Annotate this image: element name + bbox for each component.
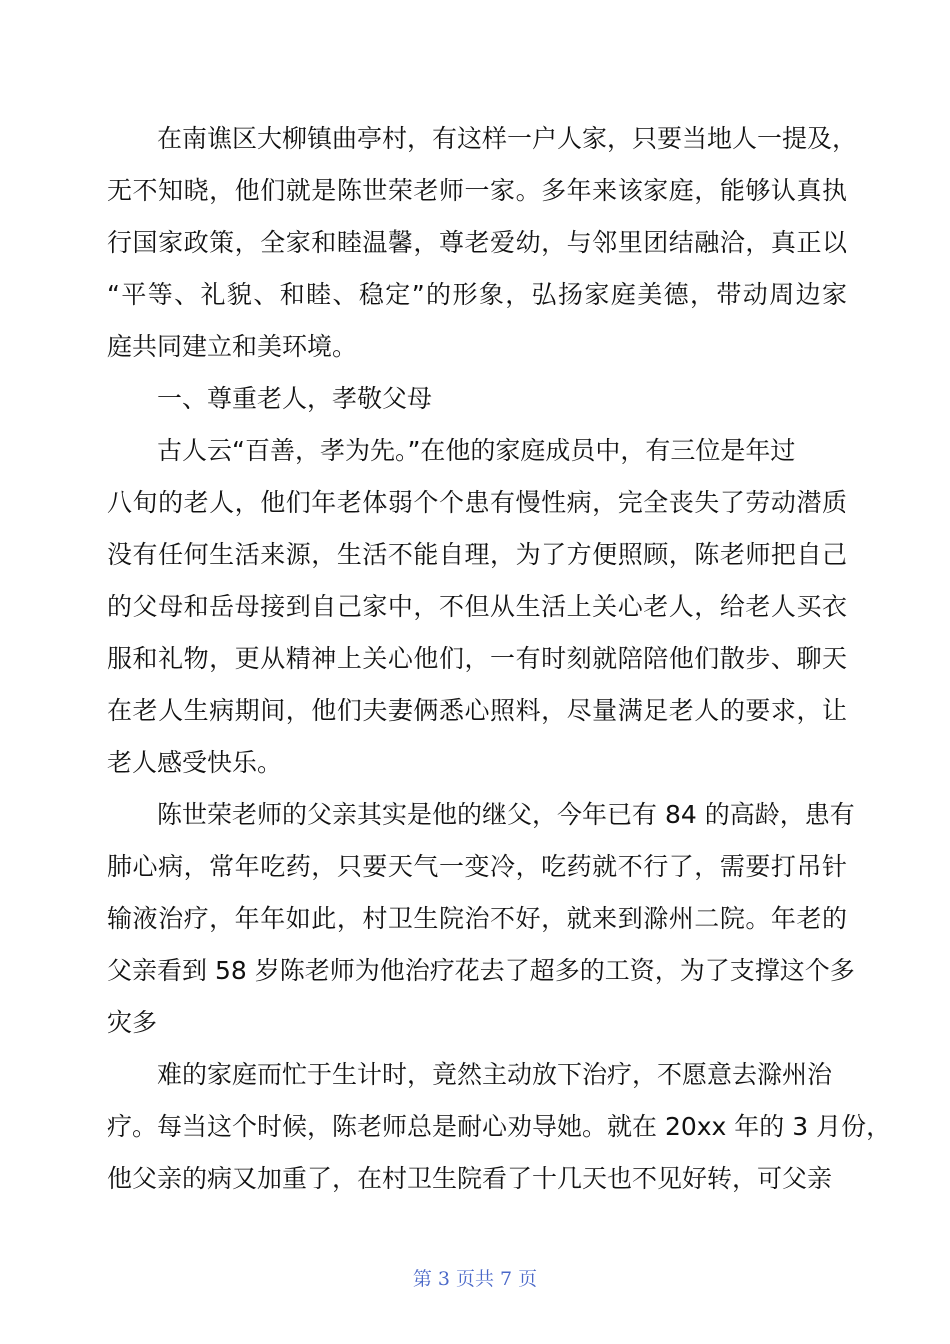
paragraph-1-line-1: 在南谯区大柳镇曲亭村，有这样一户人家，只要当地人一提及， [157,124,858,153]
paragraph-1-line-3: 行国家政策，全家和睦温馨，尊老爱幼，与邻里团结融洽，真正以 [107,228,847,257]
paragraph-2-line-4: 的父母和岳母接到自己家中，不但从生活上关心老人，给老人买衣 [107,592,847,621]
paragraph-4-line-2: 疗。每当这个时候，陈老师总是耐心劝导她。就在 20xx 年的 3 月份， [107,1112,892,1141]
paragraph-2-line-1: 古人云“百善，孝为先。”在他的家庭成员中，有三位是年过 [157,436,796,465]
paragraph-1-line-2: 无不知晓，他们就是陈世荣老师一家。多年来该家庭，能够认真执 [107,176,847,205]
paragraph-2-line-5: 服和礼物，更从精神上关心他们，一有时刻就陪陪他们散步、聊天 [107,644,847,673]
page-number-footer: 第 3 页共 7 页 [412,1268,538,1290]
paragraph-2-line-3: 没有任何生活来源，生活不能自理，为了方便照顾，陈老师把自己 [107,540,847,569]
paragraph-2-line-7: 老人感受快乐。 [107,748,283,777]
paragraph-1-line-5: 庭共同建立和美环境。 [107,332,358,361]
paragraph-1-line-4: “平等、礼貌、和睦、稳定”的形象，弘扬家庭美德，带动周边家 [107,280,847,309]
paragraph-4-line-1: 难的家庭而忙于生计时，竟然主动放下治疗，不愿意去滁州治 [157,1060,833,1089]
paragraph-3-line-5: 灾多 [107,1008,158,1037]
document-body [107,113,892,1205]
paragraph-2-line-2: 八旬的老人，他们年老体弱个个患有慢性病，完全丧失了劳动潜质 [107,488,847,517]
section-heading: 一、尊重老人，孝敬父母 [157,384,433,413]
paragraph-2-line-6: 在老人生病期间，他们夫妻俩悉心照料，尽量满足老人的要求，让 [107,696,847,725]
paragraph-3-line-2: 肺心病，常年吃药，只要天气一变冷，吃药就不行了，需要打吊针 [107,852,847,881]
paragraph-3-line-4: 父亲看到 58 岁陈老师为他治疗花去了超多的工资，为了支撑这个多 [107,956,855,985]
paragraph-3-line-3: 输液治疗，年年如此，村卫生院治不好，就来到滁州二院。年老的 [107,904,847,933]
paragraph-4-line-3: 他父亲的病又加重了，在村卫生院看了十几天也不见好转，可父亲 [107,1164,833,1193]
paragraph-3-line-1: 陈世荣老师的父亲其实是他的继父，今年已有 84 的高龄，患有 [157,800,855,829]
